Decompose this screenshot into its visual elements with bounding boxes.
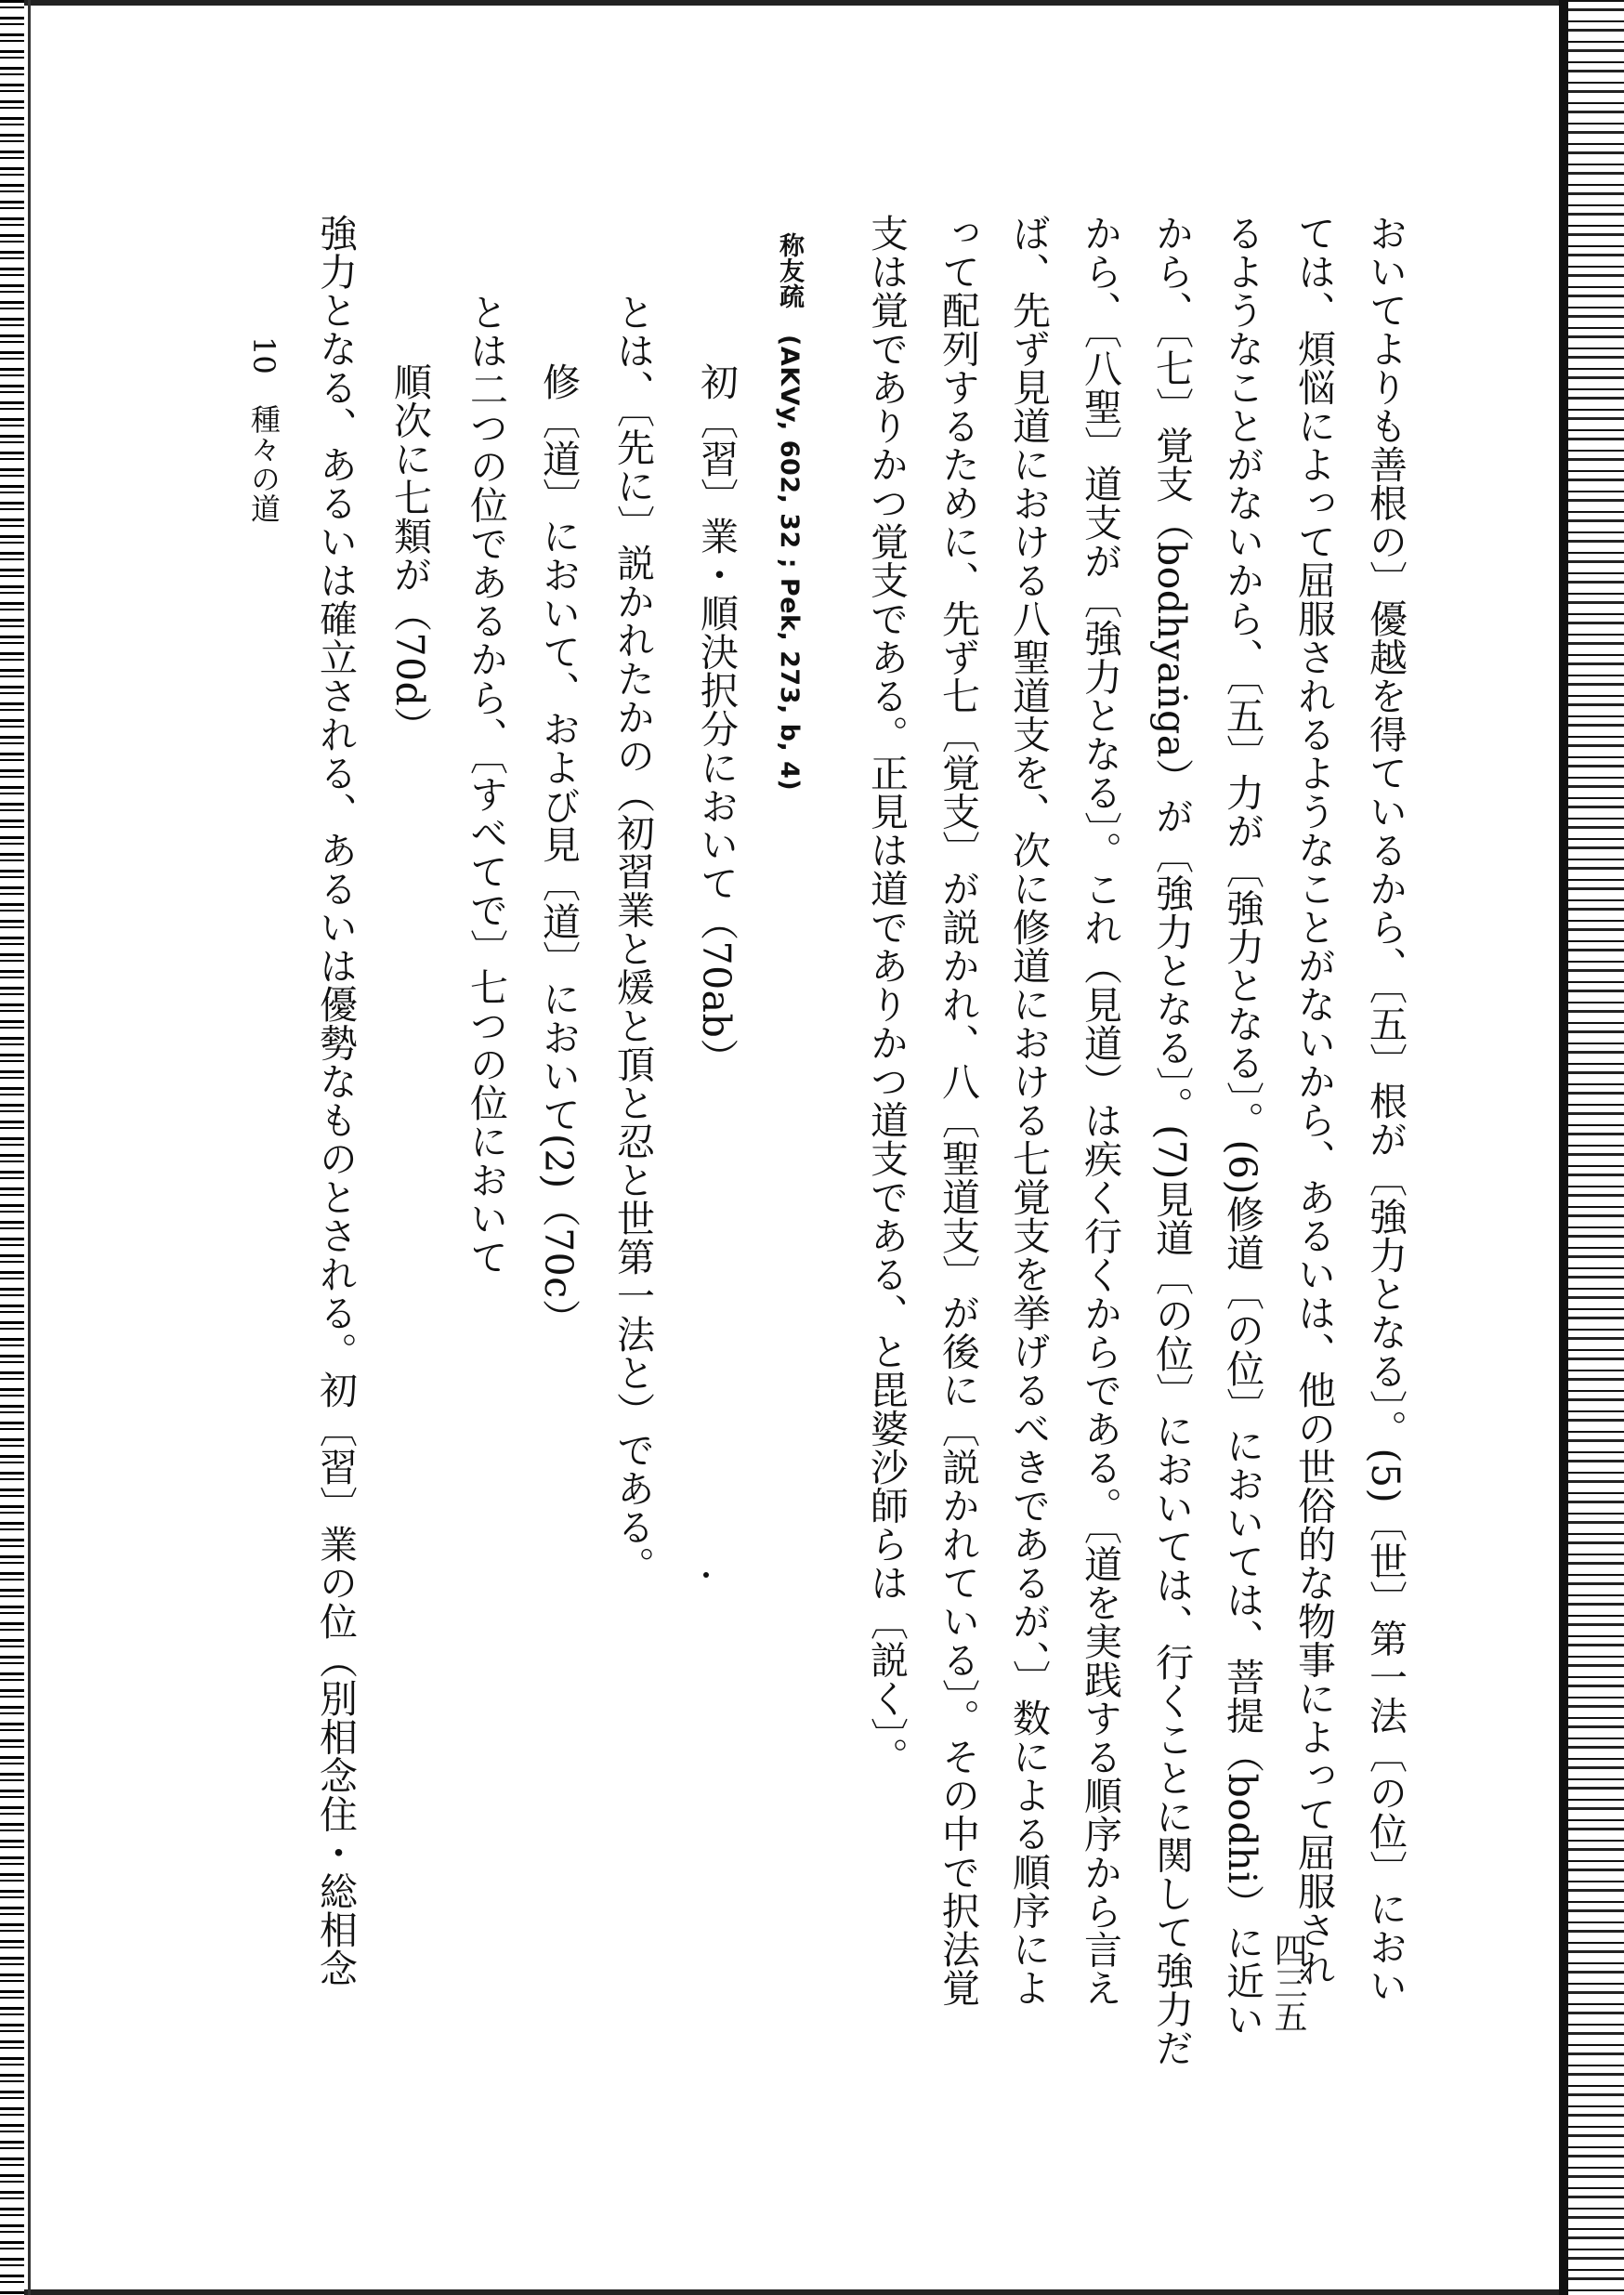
text-column-3: るようなことがないから、〔五〕力が〔強力となる〕。(6)修道〔の位〕においては、菩提（bodhi）に近い — [1220, 214, 1264, 2039]
stray-dot-mark — [703, 1572, 709, 1578]
text-column-8: 支は覚でありかつ覚支である。正見は道でありかつ道支である、と毘婆沙師らは〔説く〕。 — [864, 214, 909, 1776]
text-column-7: って配列するために、先ず七〔覚支〕が説かれ、八〔聖道支〕が後に〔説かれている〕。その中で択法覚 — [936, 214, 980, 2007]
chapter-running-title: 10 種々の道 — [246, 336, 282, 523]
text-column-5: から、〔八聖〕道支が〔強力となる〕。これ（見道）は疾く行くからである。〔道を実践する順序から言え — [1078, 214, 1122, 2008]
scan-edge-left — [0, 0, 24, 2295]
scan-edge-right-line — [1559, 0, 1568, 2295]
section-heading: 称友疏 (AKVy, 602, 32 ; Pek, 273, b, 4) — [775, 232, 804, 792]
scan-edge-top — [0, 0, 1624, 6]
text-column-2: ては、煩悩によって屈服されるようなことがないから、あるいは、他の世俗的な物事によって屈服され — [1291, 214, 1336, 1987]
scan-edge-left-line — [28, 0, 31, 2295]
verse-line-3: 順次に七類が（70d） — [387, 362, 432, 745]
gloss-line-2: とは二つの位であるから、〔すべてで〕七つの位において — [464, 293, 508, 1277]
text-column-6: ば、先ず見道における八聖道支を、次に修道における七覚支を挙げるべきであるが、〕数による順序によ — [1006, 214, 1051, 2007]
verse-line-1: 初〔習〕業・順決択分において（70ab） — [694, 362, 739, 1077]
scan-edge-right — [1568, 0, 1624, 2295]
text-column-4: から、〔七〕覚支（bodhyaṅga）が〔強力となる〕。(7)見道〔の位〕においては、行くことに関して強力だ — [1149, 214, 1194, 2067]
text-column-1: おいてよりも善根の〕優越を得ているから、〔五〕根が〔強力となる〕。(5)〔世〕第一法〔の位〕におい — [1363, 214, 1408, 2005]
gloss-line-1: とは、〔先に〕説かれたかの（初習業と煖と頂と忍と世第一法と）である。 — [610, 293, 655, 1585]
verse-line-2: 修〔道〕において、および見〔道〕において(2)（70c） — [536, 362, 581, 1338]
page-number: 四三五 — [1269, 1933, 1307, 2033]
scan-edge-bottom — [0, 2289, 1624, 2295]
gloss-line-3: 強力となる、あるいは確立される、あるいは優勢なものとされる。初〔習〕業の位（別相念住・総相念 — [313, 214, 358, 1987]
